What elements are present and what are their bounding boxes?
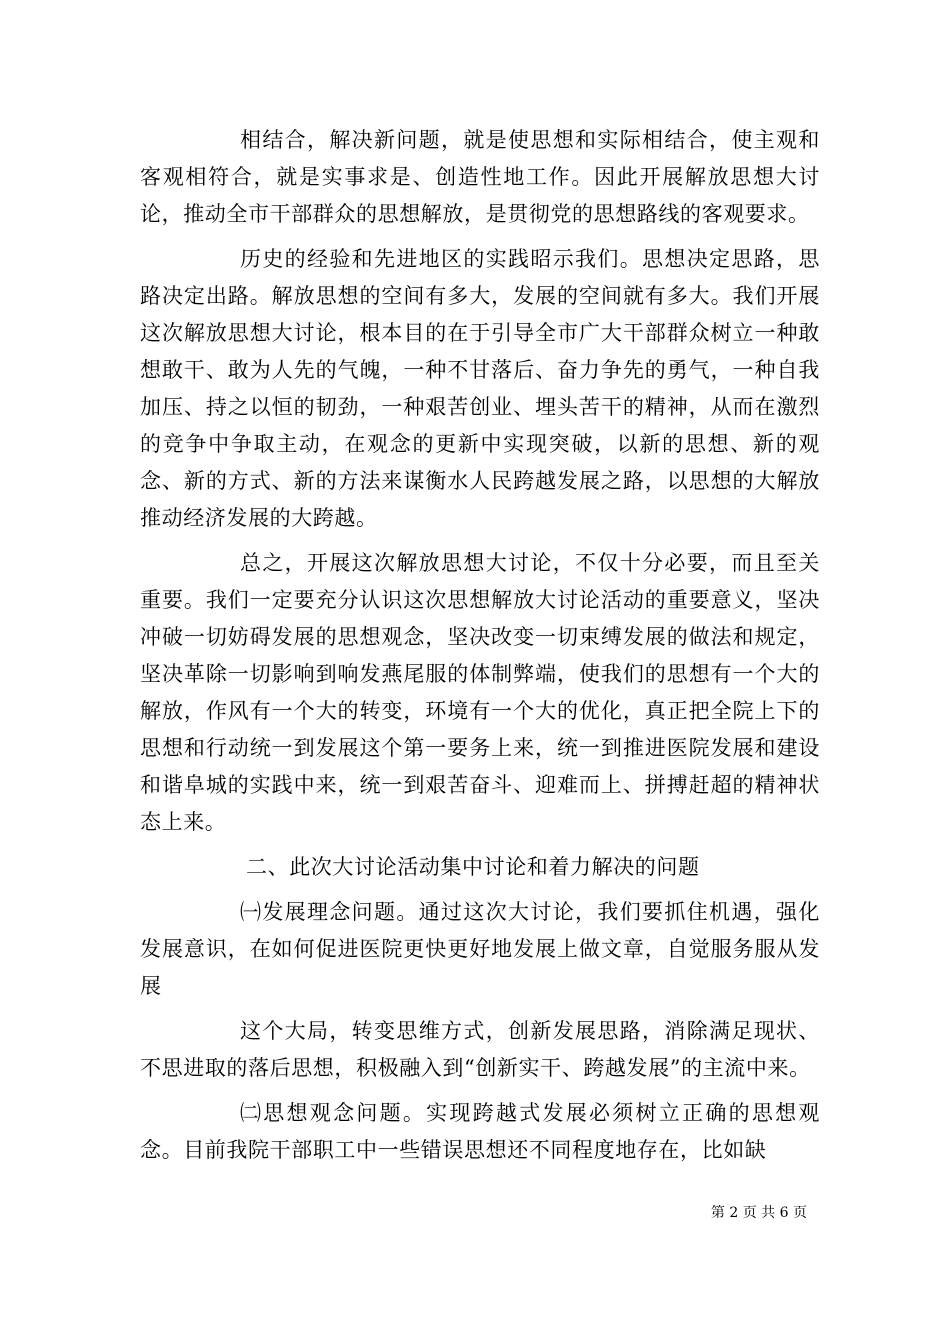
paragraph-6: ㈡思想观念问题。实现跨越式发展必须树立正确的思想观念。目前我院干部职工中一些错误思想还不同程度地存在，比如缺 bbox=[140, 1101, 820, 1162]
paragraph-3: 总之，开展这次解放思想大讨论，不仅十分必要，而且至关重要。我们一定要充分认识这次思想解放大讨论活动的重要意义，坚决冲破一切妨碍发展的思想观念，坚决改变一切束缚发展的做法和规定，坚决革除一切影响到响发燕尾服的体制弊端，使我们的思想有一个大的解放，作风有一个大的转变，环境有一个大的优化，真正把全院上下的思想和行动统一到发展这个第一要务上来，统一到推进医院发展和建设和谐阜城的实践中来，统一到艰苦奋斗、迎难而上、拼搏赶超的精神状态上来。 bbox=[140, 551, 820, 834]
paragraph-1: 相结合，解决新问题，就是使思想和实际相结合，使主观和客观相符合，就是实事求是、创造性地工作。因此开展解放思想大讨论，推动全市干部群众的思想解放，是贯彻党的思想路线的客观要求。 bbox=[140, 128, 820, 226]
paragraph-2: 历史的经验和先进地区的实践昭示我们。思想决定思路，思路决定出路。解放思想的空间有多大，发展的空间就有多大。我们开展这次解放思想大讨论，根本目的在于引导全市广大干部群众树立一种敢想敢干、敢为人先的气魄，一种不甘落后、奋力争先的勇气，一种自我加压、持之以恒的韧劲，一种艰苦创业、埋头苦干的精神，从而在激烈的竞争中争取主动，在观念的更新中实现突破，以新的思想、新的观念、新的方式、新的方法来谋衡水人民跨越发展之路，以思想的大解放推动经济发展的大跨越。 bbox=[140, 247, 820, 530]
section-heading: 二、此次大讨论活动集中讨论和着力解决的问题 bbox=[246, 855, 700, 879]
page-number-footer: 第 2 页 共 6 页 bbox=[710, 1205, 807, 1221]
paragraph-4: ㈠发展理念问题。通过这次大讨论，我们要抓住机遇，强化发展意识，在如何促进医院更快更好地发展上做文章，自觉服务服从发展 bbox=[140, 900, 820, 998]
document-body bbox=[140, 122, 820, 1169]
paragraph-5: 这个大局，转变思维方式，创新发展思路，消除满足现状、不思进取的落后思想，积极融入到“创新实干、跨越发展”的主流中来。 bbox=[140, 1019, 820, 1080]
